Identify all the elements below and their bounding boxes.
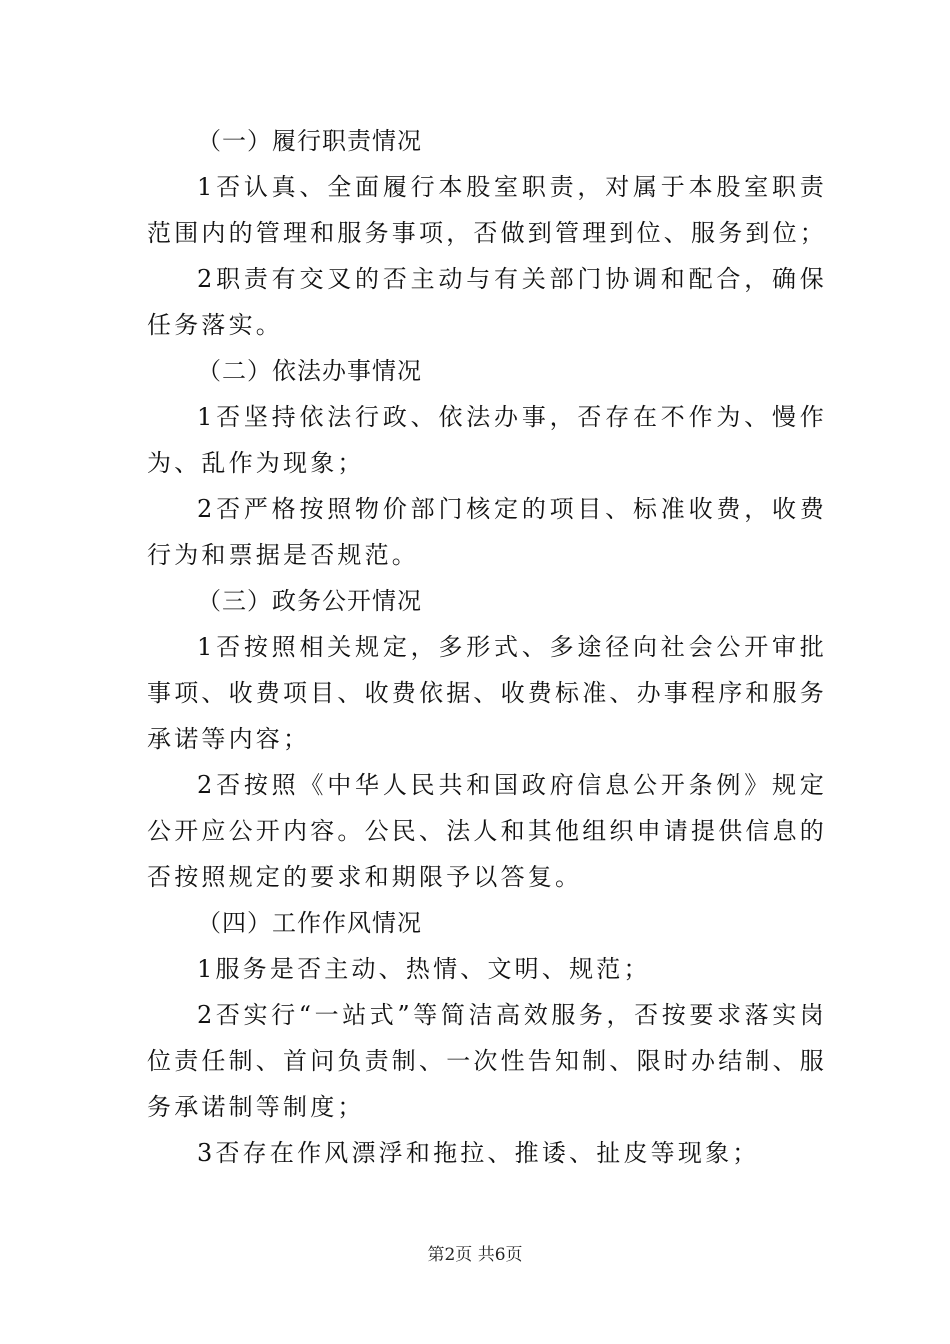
section-item: 2否实行“一站式”等简洁高效服务，否按要求落实岗位责任制、首问负责制、一次性告知制、限时办结制、服务承诺制等制度； (147, 1001, 827, 1121)
section-item: 1否坚持依法行政、依法办事，否存在不作为、慢作为、乱作为现象； (147, 403, 827, 477)
section-item: 2否按照《中华人民共和国政府信息公开条例》规定公开应公开内容。公民、法人和其他组织申请提供信息的否按照规定的要求和期限予以答复。 (147, 771, 827, 891)
page-number-footer: 第2页 共6页 (427, 1245, 523, 1265)
section-heading: （二）依法办事情况 (197, 357, 422, 385)
section-item: 3否存在作风漂浮和拖拉、推诿、扯皮等现象； (197, 1139, 760, 1167)
section-item: 1否认真、全面履行本股室职责，对属于本股室职责范围内的管理和服务事项，否做到管理到位、服务到位； (147, 173, 827, 247)
section-item: 2否严格按照物价部门核定的项目、标准收费，收费行为和票据是否规范。 (147, 495, 827, 569)
section-heading: （一）履行职责情况 (197, 127, 422, 155)
section-heading: （三）政务公开情况 (197, 587, 422, 615)
section-work-style (147, 900, 827, 1176)
document-body (147, 118, 827, 1176)
section-government-transparency (147, 578, 827, 900)
section-item: 2职责有交叉的否主动与有关部门协调和配合，确保任务落实。 (147, 265, 827, 339)
section-performance-of-duties (147, 118, 827, 348)
section-item: 1服务是否主动、热情、文明、规范； (197, 955, 651, 983)
section-heading: （四）工作作风情况 (197, 909, 422, 937)
section-item: 1否按照相关规定，多形式、多途径向社会公开审批事项、收费项目、收费依据、收费标准、办事程序和服务承诺等内容； (147, 633, 827, 753)
section-lawful-administration (147, 348, 827, 578)
